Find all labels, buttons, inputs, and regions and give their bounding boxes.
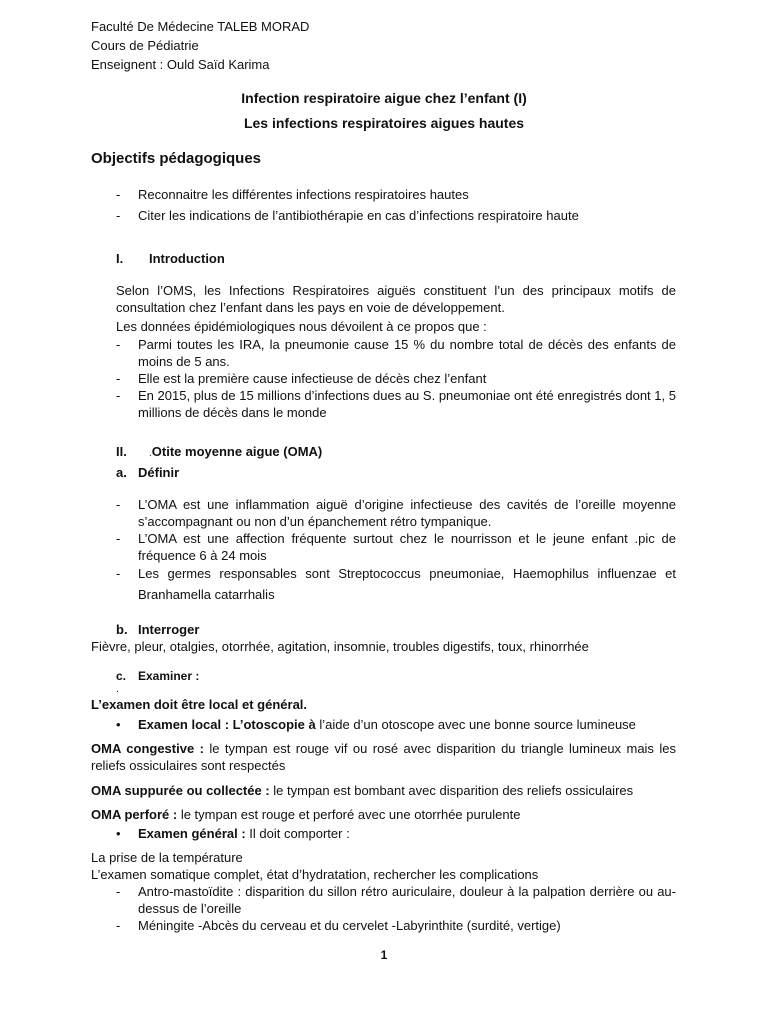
complications-list bbox=[91, 883, 676, 934]
epidemiology-item: - Parmi toutes les IRA, la pneumonie cause 15 % du nombre total de décès des enfants de moins de 5 ans. bbox=[91, 336, 676, 370]
subsection-letter: b. bbox=[116, 622, 128, 637]
oma-suppuree-text: le tympan est bombant avec disparition des reliefs ossiculaires bbox=[269, 783, 634, 798]
oma-congestive-text: le tympan est rouge vif ou rosé avec disparition du triangle lumineux mais les reliefs ossiculaires sont respectés bbox=[91, 741, 676, 773]
objectives-heading: Objectifs pédagogiques bbox=[91, 150, 262, 167]
oma-suppuree-label: OMA suppurée ou collectée : bbox=[91, 783, 270, 798]
oma-congestive bbox=[91, 740, 676, 774]
introduction-heading bbox=[116, 250, 225, 267]
section-title: Introduction bbox=[149, 251, 225, 266]
introduction-paragraph: Selon l’OMS, les Infections Respiratoires aiguës constituent l’un des principaux motifs de consultation chez l’enfant dans les pays en voie de développement. bbox=[116, 283, 676, 315]
examen-local-text: l’aide d’un otoscope avec une bonne source lumineuse bbox=[315, 717, 636, 732]
subsection-letter: a. bbox=[116, 465, 127, 480]
define-list bbox=[91, 496, 676, 605]
oma-perfore-text: le tympan est rouge et perforé avec une otorrhée purulente bbox=[177, 807, 521, 822]
objective-item: - Reconnaitre les différentes infections respiratoires hautes bbox=[91, 184, 676, 205]
subsection-title: Interroger bbox=[138, 622, 200, 637]
section-title: Otite moyenne aigue (OMA) bbox=[151, 444, 323, 459]
course-name: Cours de Pédiatrie bbox=[91, 38, 199, 53]
epidemiology-list bbox=[91, 336, 676, 421]
section-number: I. bbox=[116, 251, 124, 266]
subsection-title: Définir bbox=[138, 465, 180, 480]
define-heading bbox=[116, 464, 179, 481]
complication-item: - Méningite -Abcès du cerveau et du cervelet -Labyrinthite (surdité, vertige) bbox=[91, 917, 676, 934]
examen-local-item bbox=[116, 716, 636, 733]
examen-general-label: Examen général : bbox=[138, 826, 246, 841]
stray-dot: . bbox=[149, 448, 152, 459]
stray-dot: . bbox=[116, 684, 119, 695]
oma-heading bbox=[116, 443, 322, 462]
introduction-lead: Les données épidémiologiques nous dévoilent à ce propos que : bbox=[116, 319, 487, 334]
bullet-icon: • bbox=[116, 717, 121, 732]
subsection-letter: c. bbox=[116, 669, 127, 683]
objective-item: - Citer les indications de l’antibiothérapie en cas d’infections respiratoire haute bbox=[91, 205, 676, 226]
epidemiology-item: - Elle est la première cause infectieuse de décès chez l’enfant bbox=[91, 370, 676, 387]
oma-perfore-label: OMA perforé : bbox=[91, 807, 178, 822]
bullet-icon: • bbox=[116, 826, 121, 841]
epidemiology-item: - En 2015, plus de 15 millions d’infections dues au S. pneumoniae ont été enregistrés dont 1, 5 millions de décès dans le monde bbox=[91, 387, 676, 421]
interroger-text: Fièvre, pleur, otalgies, otorrhée, agitation, insomnie, troubles digestifs, toux, rhinorrhée bbox=[91, 639, 589, 654]
section-number: II. bbox=[116, 444, 127, 459]
oma-congestive-label: OMA congestive : bbox=[91, 741, 204, 756]
header-block bbox=[91, 17, 309, 74]
define-item: - Les germes responsables sont Streptococcus pneumoniae, Haemophilus influenzae et Branhamella catarrhalis bbox=[91, 563, 676, 605]
page-number: 1 bbox=[380, 948, 388, 962]
somatique-text: L’examen somatique complet, état d’hydratation, rechercher les complications bbox=[91, 867, 539, 882]
interroger-heading bbox=[116, 621, 199, 638]
complication-item: - Antro-mastoïdite : disparition du sillon rétro auriculaire, douleur à la palpation derrière ou au-dessus de l’oreille bbox=[91, 883, 676, 917]
document-title: Infection respiratoire aigue chez l’enfant (I) bbox=[241, 90, 527, 106]
faculty-name: Faculté De Médecine TALEB MORAD bbox=[91, 19, 310, 34]
oma-perfore bbox=[91, 806, 676, 823]
define-item: - L’OMA est une affection fréquente surtout chez le nourrisson et le jeune enfant .pic de fréquence 6 à 24 mois bbox=[91, 530, 676, 564]
examen-local-label: Examen local : L’otoscopie à bbox=[138, 717, 316, 732]
examen-intro: L’examen doit être local et général. bbox=[91, 697, 308, 712]
subsection-title: Examiner : bbox=[138, 669, 200, 683]
temperature-text: La prise de la température bbox=[91, 850, 243, 865]
teacher-name: Enseignent : Ould Saïd Karima bbox=[91, 57, 270, 72]
examen-general-text: Il doit comporter : bbox=[245, 826, 350, 841]
examen-general-item bbox=[116, 825, 350, 842]
examiner-heading bbox=[116, 668, 199, 685]
objectives-list bbox=[91, 184, 676, 226]
define-item: - L’OMA est une inflammation aiguë d’origine infectieuse des cavités de l’oreille moyenne s’accompagnant ou non d’un épanchement rétro tympanique. bbox=[91, 496, 676, 530]
oma-suppuree bbox=[91, 782, 676, 799]
document-subtitle: Les infections respiratoires aigues hautes bbox=[243, 115, 525, 131]
